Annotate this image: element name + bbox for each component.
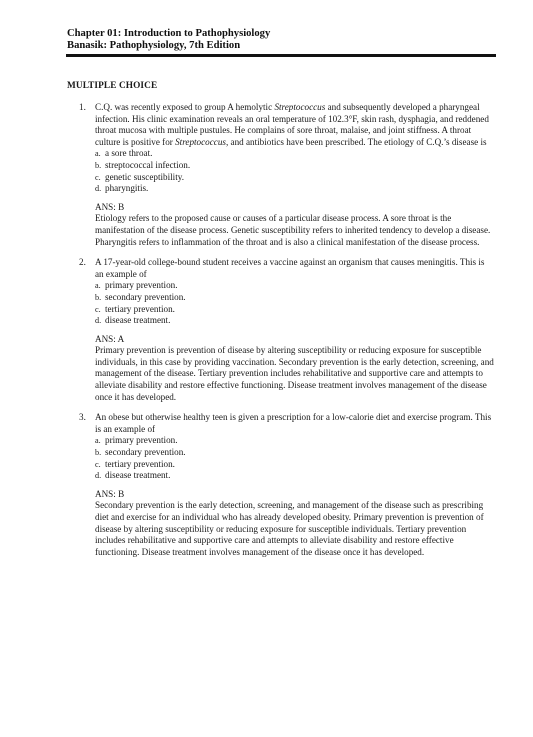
stem-text: C.Q. was recently exposed to group A hemolytic (95, 102, 275, 112)
question-stem (95, 257, 495, 280)
answer-choice (95, 435, 495, 447)
answer-choice (95, 447, 495, 459)
choice-text: a sore throat. (105, 148, 153, 159)
choice-text: genetic susceptibility. (105, 171, 184, 182)
answer-choice (95, 148, 495, 160)
answer-key: ANS: B (95, 488, 125, 499)
choice-letter: b. (95, 448, 102, 458)
stem-text: An obese but otherwise healthy teen is given a prescription for a low-calorie diet and exercise program. This is an example of (95, 412, 492, 434)
choice-letter: a. (95, 281, 101, 291)
question-stem (95, 102, 495, 148)
choice-text: tertiary prevention. (105, 458, 175, 469)
answer-key: ANS: A (95, 333, 125, 344)
chapter-title: Chapter 01: Introduction to Pathophysiology (67, 28, 271, 39)
choice-letter: c. (95, 304, 101, 314)
choice-text: tertiary prevention. (105, 303, 175, 314)
choice-text: disease treatment. (105, 470, 171, 481)
answer-choices (95, 148, 495, 194)
stem-italic-text: Streptococcus (274, 102, 326, 112)
answer-choice (95, 172, 495, 184)
header-rule (66, 54, 496, 57)
question-stem (95, 412, 495, 435)
question-list (67, 102, 495, 558)
answer-choices (95, 435, 495, 481)
answer-rationale: Etiology refers to the proposed cause or causes of a particular disease process. A sore throat is the manifestation of the disease process. Genetic susceptibility refers to inherited tendency to develop a disease. Pharyngitis refers to inflammation of the throat and is also a clinical manifestation of the disease process. (95, 213, 491, 247)
question-number: 3. (79, 412, 86, 423)
choice-letter: c. (95, 172, 101, 182)
section-title: MULTIPLE CHOICE (67, 81, 158, 91)
book-title: Banasik: Pathophysiology, 7th Edition (67, 40, 241, 51)
choice-letter: d. (95, 184, 102, 194)
choice-text: secondary prevention. (105, 447, 186, 458)
answer-choice (95, 280, 495, 292)
answer-rationale: Primary prevention is prevention of disease by altering susceptibility or reducing exposure for susceptible individuals, in this case by providing vaccination. Secondary prevention is the early detection, screening, and management of the disease. Tertiary prevention includes rehabilitative and supportive care and attempts to alleviate disability and restore effective functioning. Disease treatment involves management of the disease once it has developed. (95, 345, 494, 402)
question-item (79, 102, 495, 248)
stem-text: , and antibiotics have been prescribed. The etiology of C.Q.’s disease is (225, 136, 487, 147)
question-number: 1. (79, 102, 86, 112)
choice-text: primary prevention. (105, 280, 178, 291)
answer-choice (95, 315, 495, 327)
stem-italic-text: Streptococcus (175, 136, 226, 147)
choice-letter: d. (95, 471, 102, 481)
answer-choice (95, 470, 495, 482)
choice-letter: c. (95, 459, 101, 469)
choice-text: primary prevention. (105, 435, 178, 446)
answer-key: ANS: B (95, 201, 125, 212)
choice-text: secondary prevention. (105, 291, 186, 302)
choice-letter: a. (95, 149, 101, 159)
choice-letter: a. (95, 436, 101, 446)
answer-choice (95, 183, 495, 195)
answer-choice (95, 304, 495, 316)
answer-choices (95, 280, 495, 326)
choice-letter: b. (95, 292, 102, 302)
answer-choice (95, 292, 495, 304)
document-header (67, 28, 495, 57)
answer-choice (95, 459, 495, 471)
question-item (79, 412, 495, 558)
choice-text: disease treatment. (105, 315, 171, 326)
answer-choice (95, 160, 495, 172)
choice-text: streptococcal infection. (105, 159, 191, 170)
choice-text: pharyngitis. (105, 183, 149, 194)
stem-text: A 17-year-old college-bound student receives a vaccine against an organism that causes meningitis. This is an example of (95, 257, 485, 279)
stem-text: and subsequently developed a pharyngeal infection. His clinic examination reveals an oral temperature of 102.3°F, skin rash, dysphagia, and reddened throat mucosa with multiple pustules. He complains of sore throat, malaise, and joint stiffness. A throat culture is positive for (95, 102, 489, 147)
question-item (79, 257, 495, 403)
choice-letter: b. (95, 160, 102, 170)
answer-rationale: Secondary prevention is the early detection, screening, and management of the disease such as prescribing diet and exercise for an individual who has already developed obesity. Primary prevention is prevention of disease by altering susceptibility or reducing exposure for susceptible individuals. Tertiary prevention includes rehabilitative and supportive care and attempts to alleviate disability and restore effective functioning. Disease treatment involves management of the disease once it has developed. (95, 500, 484, 557)
choice-letter: d. (95, 316, 102, 326)
question-number: 2. (79, 257, 86, 268)
